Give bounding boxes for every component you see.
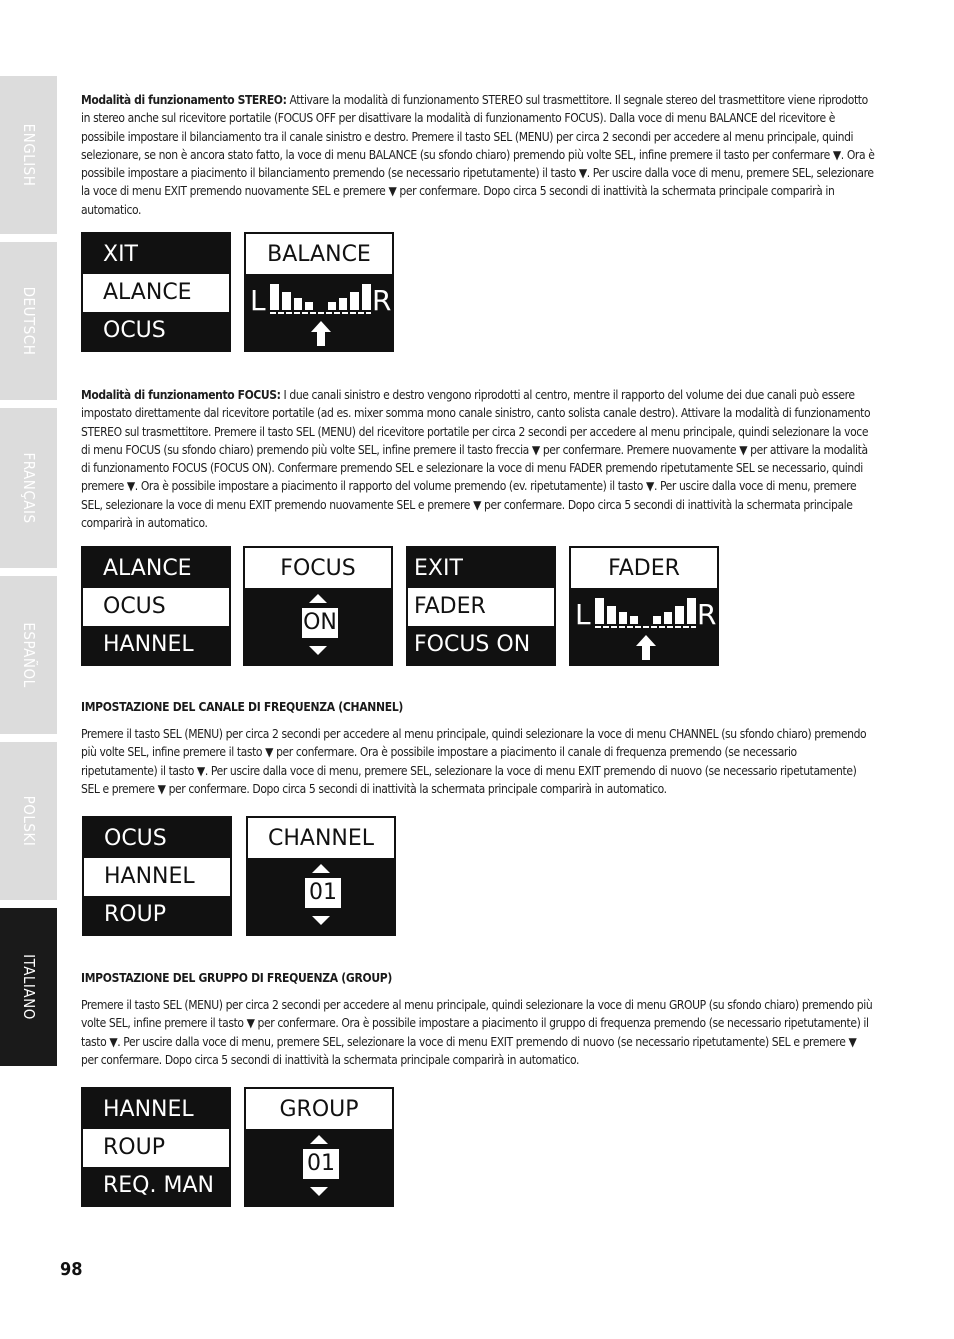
lcd-title: CHANNEL <box>248 818 394 858</box>
lcd-stereo-menu <box>81 232 231 352</box>
menu-row: FOCUS ON <box>408 626 554 664</box>
tab-label: ENGLISH <box>19 123 38 187</box>
stereo-text: Attivare la modalità di funzionamento STEREO sul trasmettitore. Il segnale stereo del trasmettitore viene riprodotto in stereo anche sul ricevitore portatile (FOCUS OFF per disattivare la modalità di funzionamento FOCUS). Dalla voce di menu BALANCE del ricevitore è possibile impostare il bilanciamento tra il canale sinistro e destro. Premere il tasto SEL (MENU) per circa 2 secondi per accedere al menu principale, quindi selezionare, se non è ancora stato fatto, la voce di menu BALANCE (su sfondo chiaro) premendo più volte SEL, infine premere il tasto per confermare ▼. Ora è possibile impostare a piacimento il bilanciamento premendo (se necessario ripetutamente) il tasto ▼. Per uscire dalla voce di menu, premere SEL, selezionare la voce di menu EXIT premendo nuovamente SEL e premere ▼ per confermare. Dopo circa 5 secondi di inattività la schermata principale comparirà in automatico. <box>81 93 875 217</box>
menu-row: ALANCE <box>83 550 229 588</box>
menu-row: REQ. MAN <box>83 1167 229 1205</box>
focus-lead: Modalità di funzionamento FOCUS: <box>81 388 281 402</box>
tab-francais[interactable] <box>0 408 57 568</box>
group-paragraph: Premere il tasto SEL (MENU) per circa 2 secondi per accedere al menu principale, quindi selezionare la voce di menu GROUP (su sfondo chiaro) premendo più volte SEL, infine premere il tasto ▼ per confermare. Ora è possibile impostare a piacimento il gruppo di frequenza premendo (se necessario ripetutamente) il tasto ▼. Per uscire dalla voce di menu, premere SEL, selezionare la voce di menu EXIT premendo di nuovo (se necessario ripetutamente) SEL e premere ▼ per confermare. Dopo circa 5 secondi di inattività la schermata principale comparirà in automatico. <box>81 998 873 1067</box>
meter-bar <box>294 298 302 310</box>
meter-left-label: L <box>250 284 266 317</box>
group-heading: IMPOSTAZIONE DEL GRUPPO DI FREQUENZA (GROUP) <box>81 971 393 985</box>
lcd-focus <box>243 546 393 666</box>
tab-label: FRANÇAIS <box>19 452 38 524</box>
meter-bar <box>282 292 291 310</box>
balance-meter <box>246 274 392 350</box>
lcd-channel <box>246 816 396 936</box>
triangle-down-icon <box>312 916 330 925</box>
meter-bar <box>328 302 336 310</box>
meter-left-label: L <box>575 598 591 631</box>
tab-label: DEUTSCH <box>19 286 38 356</box>
lcd-group-menu <box>81 1087 231 1207</box>
lcd-value: 01 <box>303 1149 339 1179</box>
menu-row: ROUP <box>84 896 230 934</box>
menu-row-selected: HANNEL <box>84 858 230 896</box>
tab-label: ITALIANO <box>19 954 38 1020</box>
lcd-focus-submenu <box>406 546 556 666</box>
lcd-balance <box>244 232 394 352</box>
menu-row-selected: OCUS <box>83 588 229 626</box>
tab-english[interactable] <box>0 76 57 234</box>
page-number: 98 <box>60 1259 83 1280</box>
menu-row: EXIT <box>408 550 554 588</box>
tab-italiano[interactable] <box>0 908 57 1066</box>
stereo-paragraph <box>81 91 876 219</box>
lcd-group <box>244 1087 394 1207</box>
lcd-fader <box>569 546 719 666</box>
lcd-value: ON <box>302 608 338 638</box>
lcd-title: FOCUS <box>245 548 391 588</box>
triangle-up-icon <box>310 1135 328 1144</box>
lcd-title: GROUP <box>246 1089 392 1129</box>
arrow-up-icon <box>311 321 331 346</box>
meter-bar <box>687 598 696 624</box>
focus-text: I due canali sinistro e destro vengono riprodotti al centro, mentre il rapporto del volume dei due canali può essere impostato direttamente dal ricevitore portatile (ad es. mixer somma mono canale sinistro, canto solista canale destro). Attivare la modalità di funzionamento STEREO sul trasmettitore. Premere il tasto SEL (MENU) del ricevitore portatile per circa 2 secondi per accedere al menu principale, quindi selezionare la voce di menu FOCUS (su sfondo chiaro) premendo più volte SEL, infine premere il tasto freccia ▼ per confermare. Premere nuovamente ▼ per attivare la modalità di funzionamento FOCUS (FOCUS ON). Confermare premendo SEL e selezionare la voce di menu FADER premendo ripetutamente SEL se necessario, quindi premere ▼. Ora è possibile impostare a piacimento il rapporto del volume premendo (ev. ripetutamente) il tasto ▼. Per uscire dalla voce di menu, premere SEL, selezionare la voce di menu EXIT premendo nuovamente SEL e premere ▼ per confermare. Dopo circa 5 secondi di inattività la schermata principale comparirà in automatico. <box>81 388 871 531</box>
tab-espanol[interactable] <box>0 576 57 734</box>
menu-row: OCUS <box>84 820 230 858</box>
lcd-value: 01 <box>305 878 341 908</box>
meter-right-label: R <box>372 284 392 317</box>
menu-row-selected: FADER <box>408 588 554 626</box>
meter-bar <box>607 606 616 624</box>
menu-row: XIT <box>83 236 229 274</box>
triangle-down-icon <box>309 646 327 655</box>
meter-bar <box>305 302 313 310</box>
tab-label: POLSKI <box>19 795 38 847</box>
focus-paragraph <box>81 386 876 532</box>
meter-bar <box>653 616 661 624</box>
fader-meter <box>571 588 717 664</box>
channel-heading: IMPOSTAZIONE DEL CANALE DI FREQUENZA (CHANNEL) <box>81 700 404 714</box>
meter-bar <box>350 292 359 310</box>
meter-bar <box>270 284 279 310</box>
tab-label: ESPAÑOL <box>19 622 38 688</box>
menu-row-selected: ALANCE <box>83 274 229 312</box>
lcd-focus-menu <box>81 546 231 666</box>
meter-right-label: R <box>697 598 717 631</box>
tab-polski[interactable] <box>0 742 57 900</box>
arrow-up-icon <box>636 635 656 660</box>
triangle-up-icon <box>309 594 327 603</box>
language-tabs <box>0 0 57 1339</box>
menu-row: OCUS <box>83 312 229 350</box>
menu-row-selected: ROUP <box>83 1129 229 1167</box>
meter-bar <box>339 298 347 310</box>
meter-bar <box>630 616 638 624</box>
meter-bar <box>362 284 371 310</box>
channel-paragraph: Premere il tasto SEL (MENU) per circa 2 secondi per accedere al menu principale, quindi selezionare la voce di menu CHANNEL (su sfondo chiaro) premendo più volte SEL, infine premere il tasto ▼ per confermare. Ora è possibile impostare a piacimento il canale di frequenza premendo (se necessario ripetutamente) il tasto ▼. Per uscire dalla voce di menu, premere SEL, selezionare la voce di menu EXIT premendo di nuovo (se necessario ripetutamente) SEL e premere ▼ per confermare. Dopo circa 5 secondi di inattività la schermata principale comparirà in automatico. <box>81 727 867 796</box>
tab-deutsch[interactable] <box>0 242 57 400</box>
meter-bar <box>595 598 604 624</box>
lcd-title: FADER <box>571 548 717 588</box>
lcd-title: BALANCE <box>246 234 392 274</box>
meter-bar <box>619 612 627 624</box>
lcd-channel-menu <box>82 816 232 936</box>
triangle-up-icon <box>312 864 330 873</box>
meter-bar <box>664 612 672 624</box>
menu-row: HANNEL <box>83 1091 229 1129</box>
triangle-down-icon <box>310 1187 328 1196</box>
stereo-lead: Modalità di funzionamento STEREO: <box>81 93 287 107</box>
menu-row: HANNEL <box>83 626 229 664</box>
meter-bar <box>675 606 684 624</box>
